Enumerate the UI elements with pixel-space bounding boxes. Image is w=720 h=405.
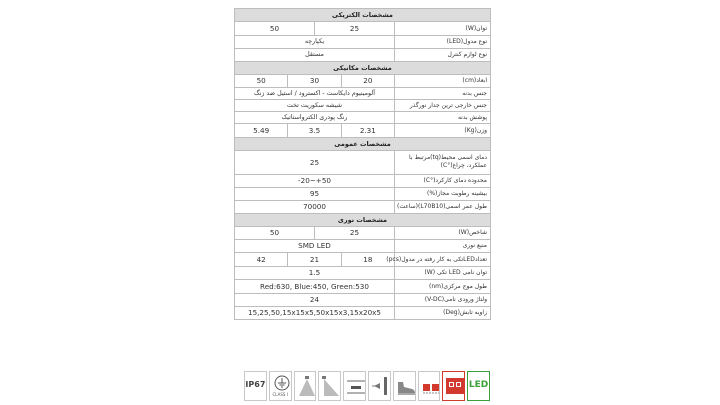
optical-row-value: 15,25,50,15x15x5,50x15x3,15x20x5	[248, 308, 381, 317]
rgb-module-icon	[442, 371, 465, 401]
general-row	[234, 150, 491, 174]
electrical-row-label: توان(W)	[394, 22, 490, 35]
mechanical-row	[234, 99, 491, 111]
mechanical-row	[234, 74, 491, 87]
safety-shoe-icon	[393, 371, 416, 401]
power-supply-icon	[418, 371, 441, 401]
optical-row-value: SMD LED	[298, 241, 331, 250]
mechanical-row-value: آلومینیوم دایکاست - اکسترود / استیل ضد زنگ	[254, 90, 375, 97]
spec-sheet	[234, 8, 491, 320]
mechanical-row-value: 30	[287, 75, 340, 87]
general-row-value: -20~+50	[298, 176, 331, 185]
mechanical-row-value: 20	[341, 75, 394, 87]
optical-row	[234, 279, 491, 293]
general-row-label: دمای اسمی محیط(tq)مرتبط با عملکرد، چراغ(°C)	[394, 151, 490, 174]
beam-symmetric-icon	[294, 371, 317, 401]
optical-row-label: شاخص(W)	[394, 227, 490, 239]
surface-mount-icon	[343, 371, 366, 401]
mechanical-row-label: جنس خارجی ترین جدار نورگذر	[394, 100, 490, 111]
general-row-value: 25	[309, 158, 320, 167]
optical-row	[234, 239, 491, 252]
mechanical-row	[234, 111, 491, 123]
electrical-row	[234, 21, 491, 35]
mechanical-row-label: جنس بدنه	[394, 88, 490, 99]
mechanical-row-label: ابعاد(cm)	[394, 75, 490, 87]
general-row-label: طول عمر اسمی(L70B10)(ساعت)	[394, 201, 490, 213]
optical-row-label: ولتاژ ورودی نامی(V-DC)	[394, 294, 490, 306]
electrical-row-label: نوع مدول(LED)	[394, 36, 490, 48]
general-row	[234, 200, 491, 213]
optical-row	[234, 266, 491, 279]
general-row-label: بیشینه رطوبت مجاز(%)	[394, 188, 490, 200]
wall-distance-icon	[368, 371, 391, 401]
class-label: CLASS I	[272, 392, 288, 397]
led-icon	[467, 371, 490, 401]
optical-row-value: Red:630, Blue:450, Green:530	[260, 282, 369, 291]
mechanical-row-value: 3.5	[287, 124, 340, 137]
optical-row-label: منبع نوری	[394, 240, 490, 252]
electrical-row-label: نوع لوازم کنترل	[394, 49, 490, 61]
general-row	[234, 174, 491, 187]
optical-row	[234, 306, 491, 319]
mechanical-row-value: 2.31	[341, 124, 394, 137]
optical-row-label: تعدادLEDتکی به کار رفته در مدول(pcs)	[394, 253, 490, 266]
general-row-value: 70000	[303, 202, 326, 211]
mechanical-row	[234, 87, 491, 99]
mechanical-row-label: پوشش بدنه	[394, 112, 490, 123]
optical-row-value: 1.5	[308, 268, 321, 277]
mechanical-row-value: شیشه سکوریت تخت	[286, 102, 343, 109]
optical-row-value: 18	[341, 253, 394, 266]
table-bottom-border	[234, 319, 491, 320]
certification-icons	[244, 371, 490, 401]
electrical-row	[234, 48, 491, 61]
optical-row-value: 24	[309, 295, 320, 304]
general-row-label: محدوده دمای کارکرد(°C)	[394, 175, 490, 187]
electrical-section-title: مشخصات الکتریکی	[234, 8, 491, 21]
mechanical-row-value: رنگ پودری الکترواستاتیک	[281, 114, 348, 121]
mechanical-row-value: 50	[256, 76, 266, 85]
optical-row	[234, 252, 491, 266]
optical-row-value: 21	[287, 253, 340, 266]
mechanical-row-value: 5.49	[253, 126, 270, 135]
optical-row	[234, 226, 491, 239]
general-row-value: 95	[309, 189, 320, 198]
class-i-ground-icon	[269, 371, 292, 401]
ip-rating-label: IP67	[245, 380, 266, 389]
optical-section-title: مشخصات نوری	[234, 213, 491, 226]
mechanical-row	[234, 123, 491, 137]
general-section-title: مشخصات عمومی	[234, 137, 491, 150]
general-row	[234, 187, 491, 200]
electrical-row-value: 50	[269, 24, 280, 33]
electrical-row-value: 25	[314, 22, 394, 35]
optical-row-label: طول موج مرکزی(nm)	[394, 280, 490, 293]
ip67-icon	[244, 371, 267, 401]
optical-row	[234, 293, 491, 306]
mechanical-section-title: مشخصات مکانیکی	[234, 61, 491, 74]
optical-row-label: توان نامی LED تکی (W)	[394, 267, 490, 279]
optical-row-value: 42	[256, 255, 266, 264]
beam-asymmetric-icon	[318, 371, 341, 401]
electrical-row-value: یکپارچه	[304, 38, 325, 45]
electrical-row-value: مستقل	[305, 51, 324, 58]
optical-row-label: زاویه تابش(Deg)	[394, 307, 490, 319]
led-label: LED	[468, 380, 489, 390]
electrical-row	[234, 35, 491, 48]
optical-row-value: 25	[314, 227, 394, 239]
optical-row-value: 50	[269, 228, 280, 237]
mechanical-row-label: وزن(Kg)	[394, 124, 490, 137]
